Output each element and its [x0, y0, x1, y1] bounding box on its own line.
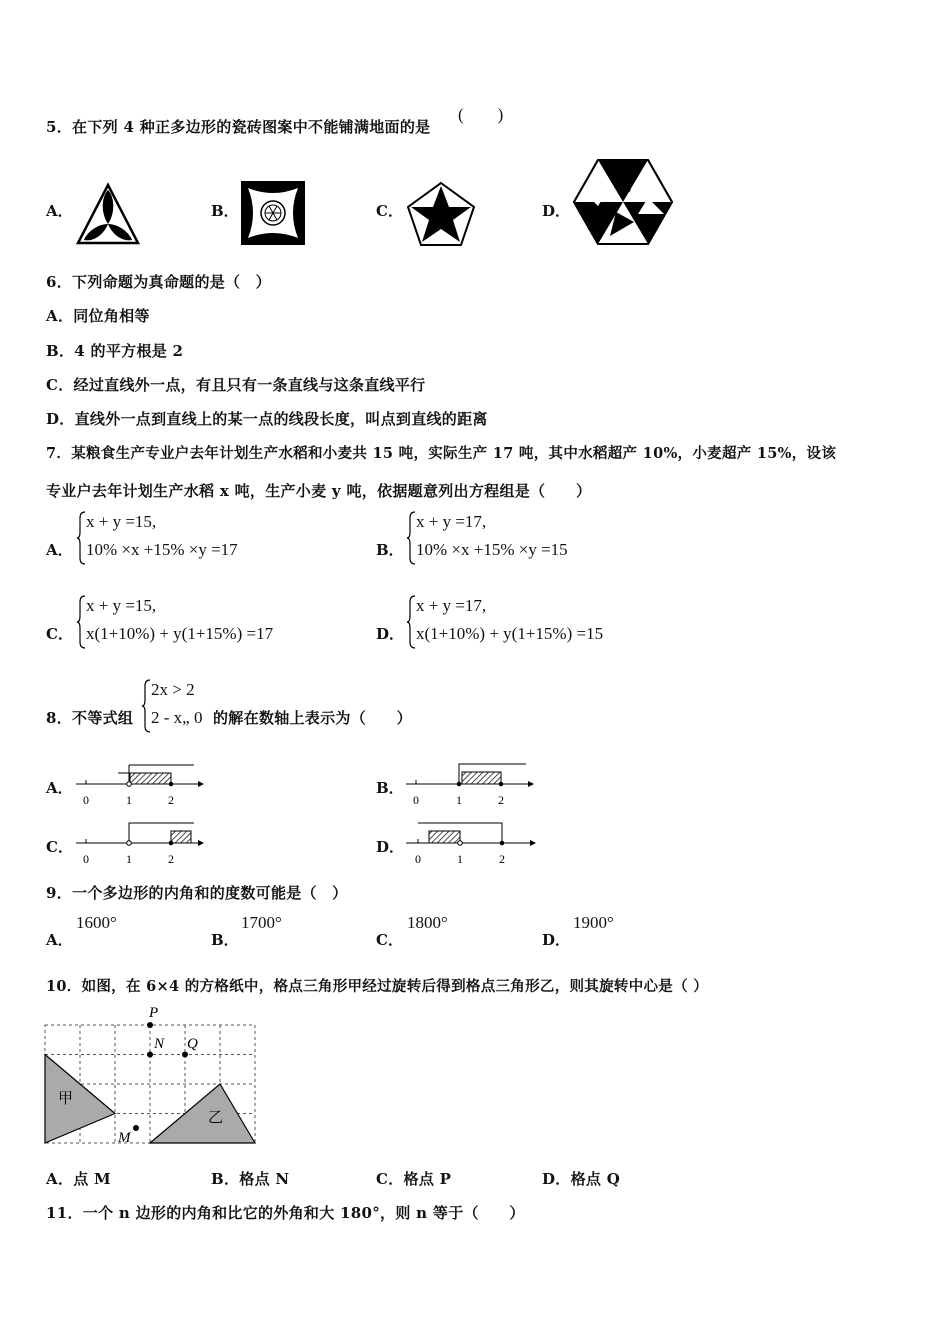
q5-option-a-label: A．	[46, 202, 73, 220]
q10-stem: 10．如图，在 6×4 的方格纸中，格点三角形甲经过旋转后得到格点三角形乙，则其旋转中心是（ ）	[46, 978, 709, 995]
q6-option-a: A．同位角相等	[46, 307, 150, 325]
q6-option-d: D．直线外一点到直线上的某一点的线段长度，叫点到直线的距离	[46, 410, 488, 428]
grid-figure	[40, 1000, 264, 1150]
q9-option-d-label: D．	[542, 931, 571, 949]
hexagon-pinwheel-figure	[572, 158, 674, 246]
q8-option-d-label: D．	[376, 838, 405, 856]
q7-b-eq2: 10% ×x +15% ×y =15	[416, 540, 568, 559]
triangle-three-petals-figure	[74, 182, 142, 246]
brace-icon	[76, 510, 86, 566]
label-n: N	[154, 1036, 165, 1052]
q9-option-d-value: 1900°	[573, 913, 614, 932]
q8-ineq2: 2 - x„ 0	[151, 708, 203, 727]
q9-option-c-label: C．	[376, 931, 403, 949]
q7-stem-line2: 专业户去年计划生产水稻 x 吨，生产小麦 y 吨，依据题意列出方程组是（ ）	[46, 482, 592, 500]
q7-c-eq1: x + y =15,	[86, 596, 157, 615]
q8-option-a-label: A．	[46, 779, 73, 797]
label-jia: 甲	[58, 1089, 74, 1107]
brace-icon	[406, 594, 416, 650]
brace-icon	[141, 678, 151, 734]
brace-icon	[406, 510, 416, 566]
number-line-c	[74, 819, 206, 869]
label-yi: 乙	[208, 1108, 224, 1126]
q5-option-b-label: B．	[211, 202, 239, 220]
q9-option-c-value: 1800°	[407, 913, 448, 932]
q9-option-a-label: A．	[46, 931, 73, 949]
q7-b-eq1: x + y =17,	[416, 512, 487, 531]
q7-a-eq1: x + y =15,	[86, 512, 157, 531]
q5-paren: ( )	[458, 105, 504, 124]
q10-option-d: D．格点 Q	[542, 1170, 621, 1188]
point-m	[133, 1125, 139, 1131]
q8-stem-prefix: 8．不等式组	[46, 709, 134, 727]
q6-stem: 6．下列命题为真命题的是（ ）	[46, 273, 271, 291]
point-p	[147, 1022, 153, 1028]
q7-option-b-label: B．	[376, 541, 404, 559]
point-q	[182, 1052, 188, 1058]
q5-option-c-label: C．	[376, 202, 403, 220]
tick-label-1: 1	[126, 793, 132, 807]
q7-option-a-label: A．	[46, 541, 73, 559]
tick-label-1: 1	[456, 793, 462, 807]
square-with-circle-figure	[240, 180, 306, 246]
number-line-b	[404, 760, 536, 810]
number-line-d	[404, 819, 538, 869]
tick-label-0: 0	[83, 852, 89, 866]
tick-label-0: 0	[83, 793, 89, 807]
brace-icon	[76, 594, 86, 650]
point-n	[147, 1052, 153, 1058]
label-p: P	[149, 1005, 159, 1021]
tick-label-1: 1	[126, 852, 132, 866]
q10-option-b: B．格点 N	[211, 1170, 290, 1188]
tick-label-0: 0	[415, 852, 421, 866]
tick-label-0: 0	[413, 793, 419, 807]
number-line-a	[74, 760, 206, 810]
q7-d-eq2: x(1+10%) + y(1+15%) =15	[416, 624, 604, 643]
q8-ineq1: 2x > 2	[151, 680, 195, 699]
tick-label-2: 2	[498, 793, 504, 807]
q7-option-c-label: C．	[46, 625, 73, 643]
q6-option-b: B．4 的平方根是 2	[46, 342, 184, 360]
tick-label-2: 2	[168, 852, 174, 866]
q9-option-a-value: 1600°	[76, 913, 117, 932]
q5-option-d-label: D．	[542, 202, 571, 220]
tick-label-2: 2	[499, 852, 505, 866]
q9-option-b-label: B．	[211, 931, 239, 949]
q8-option-b-label: B．	[376, 779, 404, 797]
q9-stem: 9．一个多边形的内角和的度数可能是（ ）	[46, 884, 348, 902]
tick-label-1: 1	[457, 852, 463, 866]
q7-a-eq2: 10% ×x +15% ×y =17	[86, 540, 238, 559]
q11-stem: 11．一个 n 边形的内角和比它的外角和大 180°，则 n 等于（ ）	[46, 1204, 525, 1222]
q7-d-eq1: x + y =17,	[416, 596, 487, 615]
q5-stem: 5．在下列 4 种正多边形的瓷砖图案中不能铺满地面的是	[46, 118, 431, 136]
label-q: Q	[187, 1036, 198, 1052]
q8-option-c-label: C．	[46, 838, 73, 856]
q6-option-c: C．经过直线外一点，有且只有一条直线与这条直线平行	[46, 376, 426, 394]
q10-option-c: C．格点 P	[376, 1170, 452, 1188]
q7-c-eq2: x(1+10%) + y(1+15%) =17	[86, 624, 274, 643]
q7-stem-line1: 7．某粮食生产专业户去年计划生产水稻和小麦共 15 吨，实际生产 17 吨，其中水稻超产 10%，小麦超产 15%，设该	[46, 445, 837, 462]
q10-option-a: A．点 M	[46, 1170, 111, 1188]
q9-option-b-value: 1700°	[241, 913, 282, 932]
label-m: M	[118, 1130, 131, 1146]
pentagon-with-star-figure	[405, 180, 477, 248]
q8-stem-suffix: 的解在数轴上表示为（ ）	[213, 709, 412, 727]
tick-label-2: 2	[168, 793, 174, 807]
q7-option-d-label: D．	[376, 625, 405, 643]
